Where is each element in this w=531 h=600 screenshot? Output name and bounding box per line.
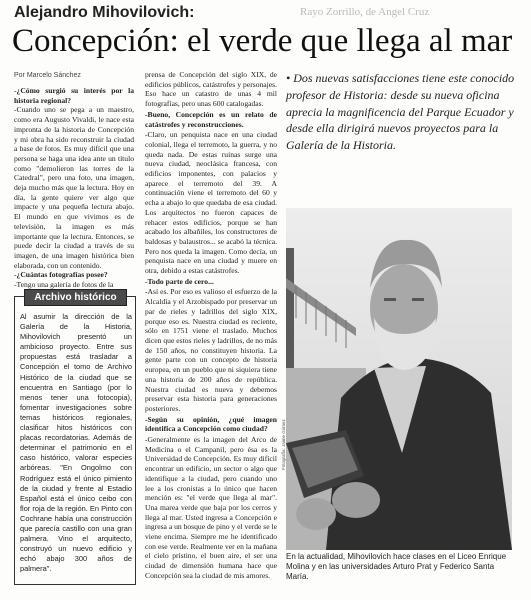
col1-para: -¿Cómo surgió su interés por la historia regional? [14, 86, 134, 105]
col2-para: -Según su opinión, ¿qué imagen identifica a Concepción como ciudad? [145, 414, 277, 434]
ghost-headline: Rayo Zorrillo, de Angel Cruz [300, 6, 430, 18]
col2-para: -Generalmente es la imagen del Arco de Medicina o el Campanil, pero ésa es la Universidad de Concepción. Es muy difícil encontrar un edificio, un sector o algo que identifique a la ciudad, pero cuando uno lee a los cronistas a lo único que hacen mención es: "el verde que llega al mar". Una marea verde que baja por los cerros y llega al mar. Usted ingresa a Concepción e ingresa a un bosque de pino y el verde se le viene encima. Siempre me he identificado con ese verde. Realmente ver en la mañana el cielo prístino, el buen aire, el ser una ciudad de dimensión humana hace que Concepción sea la ciudad de mis amores. [145, 435, 278, 580]
col1-para: -¿Cuántas fotografías posee? [14, 270, 108, 280]
col1-para: -Tengo una galería de fotos de la [14, 280, 114, 290]
col2-para: prensa de Concepción del siglo XIX, de edificios públicos, catástrofes y personajes. Eso hace un catastro de unas 4 mil fotografías, pero unas 600 catalogadas. [145, 70, 277, 109]
photo-credit: Fotografía: Jaime Gómez [281, 419, 286, 470]
photo-caption: En la actualidad, Mihovilovich hace clases en el Liceo Enrique Molina y en las universidades Arturo Prat y Federico Santa María. [286, 552, 507, 581]
col1-para: -Cuando uno se pega a un maestro, como era Augusto Vivaldi, le nace esta impronta de la historia de Concepción y mi obra ha sido reconstruir la ciudad a base de fotos. Es muy difícil que una persona se haga una idea ante un título como "demolieron las torres de la Catedral", pero una foto, una imagen, deja mucho más que la lectura. Hoy en día, la gente quiere ver algo que impacte y una pequeña lectura abajo. El mundo en que vivimos es de televisión, la imagen es más importante que la lectura. Entonces, se puede decir la ciudad a través de su imagen, de una imagen histórica bien elaborada, con un contenido. [14, 105, 134, 270]
col2-para: -Así es. Por eso es valioso el esfuerzo de la Alcaldía y el Arzobispado por preservar un par de rieles y ladrillos del siglo XIX, porque eso es. Nuestra ciudad es reciente, sólo en 1751 viene el traslado. Muchos dicen que estos rieles y ladrillos, de no más de 150 años, no constituyen historia. La gente parte con un concepto de historia europea, en un pueblo que ni siquiera tiene una historia de 200 años de república. Nuestra ciudad es nueva y debemos preservar esta historia para generaciones posteriores. [145, 287, 277, 413]
col2-para: -Claro, un penquista nace en una ciudad colonial, llega el terremoto, la guerra, y no queda nada. De estas ruinas surge una nueva ciudad, neoclásica francesa, con edificios imponentes, con palacios y aparece el terremoto del 39. A continuación viene el terremoto del 60 y echa a abajo lo que quedaba de esa ciudad. Los arquitectos no fueron capaces de rehacer estos edificios, porque se han acabado los albañiles, los constructores de baldosas y balaustros... se acabó la técnica. Pero nos queda la imagen. Como decía, un penquista nace en una ciudad y muere en otra, debido a estas catástrofes. [145, 130, 277, 276]
col2-para: -Bueno, Concepción es un relato de catástrofes y reconstrucciones. [145, 109, 277, 129]
deck-summary: • Dos nuevas satisfacciones tiene este conocido profesor de Historia: desde su nueva oficina aprecia la magnificencia del Parque Ecuador y desde ella dirigirá nuevos proyectos para la Galería de la Historia. [286, 71, 515, 153]
article-column-2 [145, 70, 277, 594]
sidebar-title: Archivo histórico [24, 289, 127, 306]
sidebar-text: Al asumir la dirección de la Galería de la Historia, Mihovilovich presentó un ambicioso proyecto. Entre sus propuestas está trasladar a Concepción el tomo de Archivo Histórico de la ciudad que se encuentra en Santiago (por lo menos tener una fotocopia), fomentar investigaciones sobre temas históricos regionales, clasificar hitos históricos con placas recordatorias. Además de determinar el patrimonio en el caso histórico, valorar especies arbóreas. "En Ongolmo con Rodríguez está el único pimiento de la ciudad y frente al Estadio Español está el único ceibo con flor roja de la región. En Pinto con Cochrane había una construcción que parecía castillo con una gran palmera. Vino el arquitecto, construyó un nuevo edificio y echó abajo 300 años de palmera". [20, 312, 132, 574]
headline: Concepción: el verde que llega al mar [12, 23, 513, 59]
col2-para: -Todo parte de cero... [145, 276, 214, 286]
byline: Por Marcelo Sánchez [14, 72, 81, 79]
portrait-photo [286, 208, 512, 550]
kicker: Alejandro Mihovilovich: [14, 4, 195, 21]
article-column-1 [14, 86, 134, 290]
